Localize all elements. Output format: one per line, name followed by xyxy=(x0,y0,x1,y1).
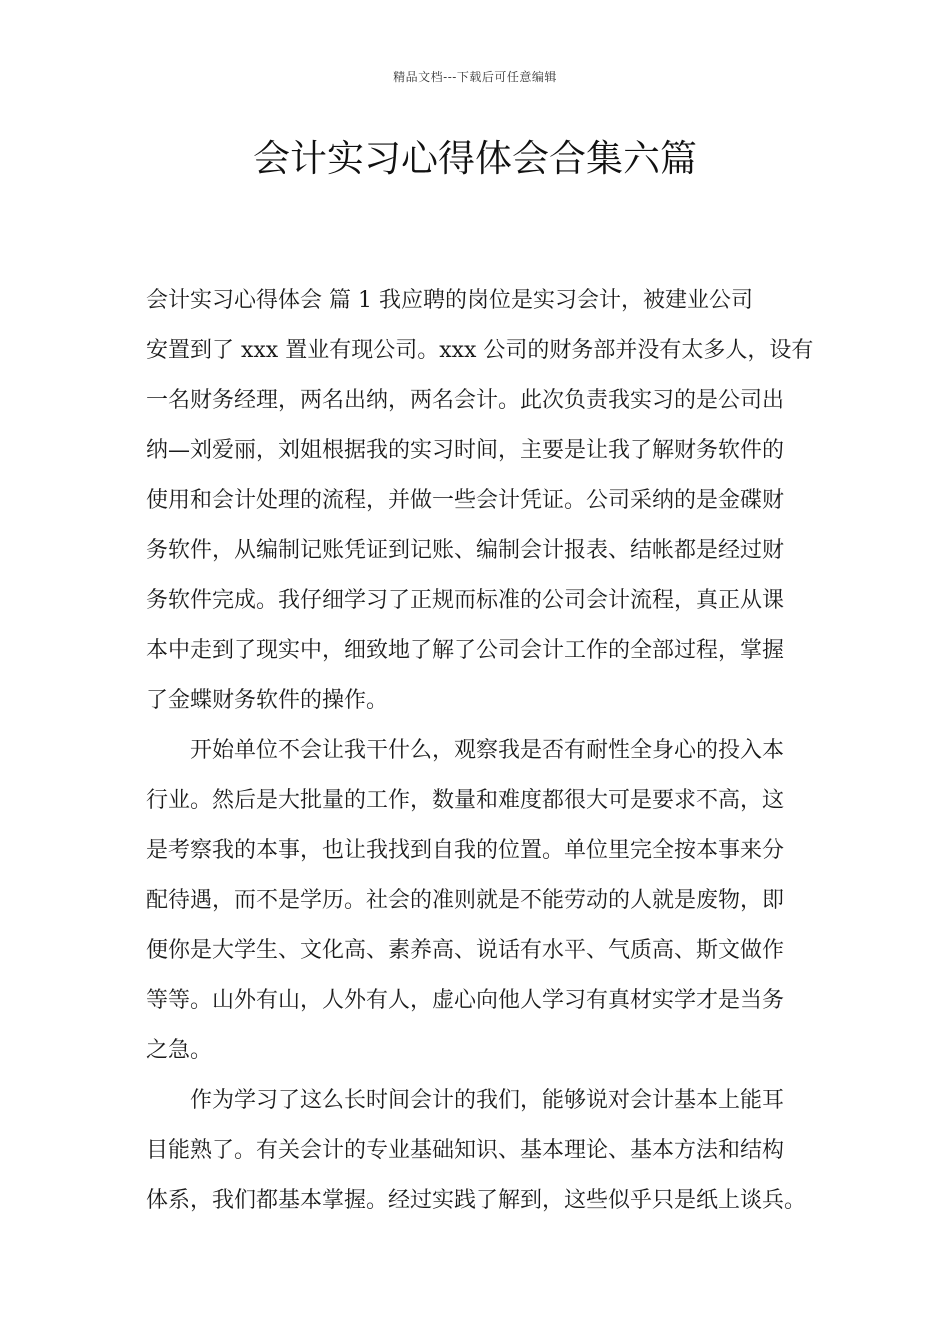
body-line: 配待遇，而不是学历。社会的准则就是不能劳动的人就是废物，即 xyxy=(146,888,785,913)
body-line: 纳—刘爱丽，刘姐根据我的实习时间，主要是让我了解财务软件的 xyxy=(146,438,785,463)
body-line: 是考察我的本事，也让我找到自我的位置。单位里完全按本事来分 xyxy=(146,838,785,863)
document-title: 会计实习心得体会合集六篇 xyxy=(253,137,697,180)
paragraph-start-line: 作为学习了这么长时间会计的我们，能够说对会计基本上能耳 xyxy=(190,1088,785,1113)
body-line: 行业。然后是大批量的工作，数量和难度都很大可是要求不高，这 xyxy=(146,788,785,813)
paragraph-start-line: 开始单位不会让我干什么，观察我是否有耐性全身心的投入本 xyxy=(190,738,785,763)
body-line: 会计实习心得体会 篇 1 我应聘的岗位是实习会计，被建业公司 xyxy=(146,288,753,313)
body-line: 务软件，从编制记账凭证到记账、编制会计报表、结帐都是经过财 xyxy=(146,538,785,563)
body-line: 务软件完成。我仔细学习了正规而标准的公司会计流程，真正从课 xyxy=(146,588,785,613)
body-line: 体系，我们都基本掌握。经过实践了解到，这些似乎只是纸上谈兵。 xyxy=(146,1188,807,1213)
body-line: 目能熟了。有关会计的专业基础知识、基本理论、基本方法和结构 xyxy=(146,1138,785,1163)
page-header-note: 精品文档---下载后可任意编辑 xyxy=(393,70,557,84)
body-line: 本中走到了现实中，细致地了解了公司会计工作的全部过程，掌握 xyxy=(146,638,785,663)
body-line: 等等。山外有山，人外有人，虚心向他人学习有真材实学才是当务 xyxy=(146,988,785,1013)
document-body xyxy=(146,276,826,1226)
body-line: 安置到了 xxx 置业有现公司。xxx 公司的财务部并没有太多人，设有 xyxy=(146,338,814,363)
body-line: 使用和会计处理的流程，并做一些会计凭证。公司采纳的是金碟财 xyxy=(146,488,785,513)
body-line: 一名财务经理，两名出纳，两名会计。此次负责我实习的是公司出 xyxy=(146,388,785,413)
body-line: 了金蝶财务软件的操作。 xyxy=(146,688,389,713)
body-line: 之急。 xyxy=(146,1038,213,1063)
body-line: 便你是大学生、文化高、素养高、说话有水平、气质高、斯文做作 xyxy=(146,938,785,963)
